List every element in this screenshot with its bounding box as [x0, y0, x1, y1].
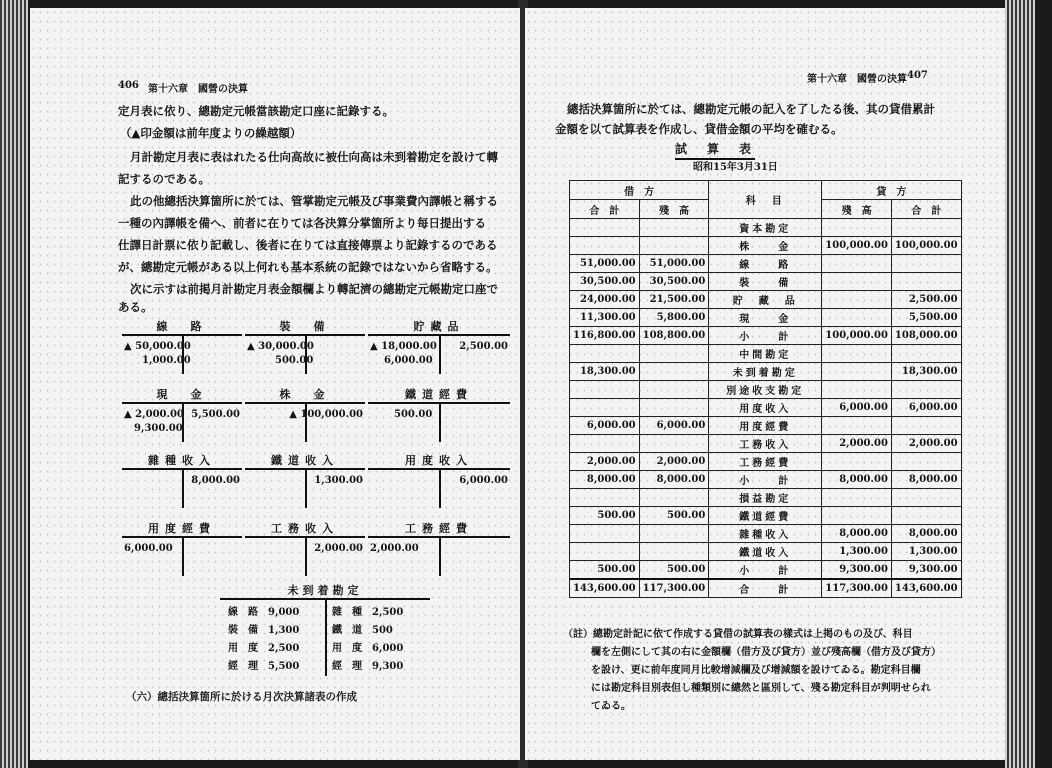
amount-cell [891, 507, 961, 525]
pending-account: 未到着勘定 [220, 598, 430, 600]
table-row [570, 309, 962, 327]
amount-cell: 8,000.00 [891, 525, 961, 543]
section-title: 損益勘定 [709, 489, 822, 507]
amount-cell [639, 237, 709, 255]
amount-cell [891, 255, 961, 273]
text-line: 仕譯日計票に依り記載し、後者に在りては直接傳票より記錄するのである [118, 238, 498, 252]
table-row [570, 435, 962, 453]
amount-cell: 100,000.00 [822, 327, 892, 345]
account-cell: 用度經費 [709, 417, 822, 435]
amount-cell: 51,000.00 [639, 255, 709, 273]
t-account: 用度經費 6,000.00 [122, 536, 242, 538]
text-line: 一種の內譯帳を備へ、前者に在りては各決算分掌箇所より每日提出する [118, 216, 486, 230]
text-line: 金額を以て試算表を作成し、貸借金額の平均を確むる。 [555, 122, 843, 136]
amount-cell [639, 363, 709, 381]
amount-cell: 21,500.00 [639, 291, 709, 309]
trial-balance-title: 試 算 表 [675, 140, 755, 160]
page-number-left: 406 [118, 80, 139, 91]
amount-cell: 108,800.00 [639, 327, 709, 345]
text-line: 此の他總括決算箇所に於ては、管掌勘定元帳及び事業費內譯帳と稱する [130, 194, 498, 208]
amount-cell: 6,000.00 [822, 399, 892, 417]
amount-cell: 9,300.00 [822, 561, 892, 580]
amount-cell: 500.00 [570, 561, 640, 580]
grand-total-amount: 143,600.00 [891, 579, 961, 598]
t-account: 貯藏品 ▲ 18,000.00 6,000.00 2,500.00 [368, 334, 510, 336]
amount-cell: 8,000.00 [891, 471, 961, 489]
header-debit: 借 方 [570, 181, 709, 200]
header-debit-balance: 殘 高 [639, 200, 709, 219]
amount-cell: 100,000.00 [822, 237, 892, 255]
header-credit: 貸 方 [822, 181, 961, 200]
section-title-row [570, 489, 962, 507]
t-account: 裝 備 ▲ 30,000.00 500.00 [245, 334, 365, 336]
section-title-row [570, 219, 962, 237]
text-line: 記するのである。 [118, 172, 210, 186]
account-cell: 小 計 [709, 471, 822, 489]
amount-cell [822, 273, 892, 291]
table-row [570, 543, 962, 561]
amount-cell: 500.00 [639, 561, 709, 580]
section-title: 資本勘定 [709, 219, 822, 237]
running-head-left: 第十六章 國營の決算 [148, 84, 248, 95]
header-credit-total: 合 計 [891, 200, 961, 219]
note-line: てゐる。 [591, 701, 631, 712]
amount-cell: 8,000.00 [639, 471, 709, 489]
section-title: 中間勘定 [709, 345, 822, 363]
table-row [570, 525, 962, 543]
text-line: ある。 [118, 300, 153, 314]
header-account: 科 目 [709, 181, 822, 219]
amount-cell: 9,300.00 [891, 561, 961, 580]
amount-cell: 1,300.00 [891, 543, 961, 561]
text-line: 定月表に依り、總勘定元帳當該勘定口座に記錄する。 [118, 104, 394, 118]
amount-cell: 5,800.00 [639, 309, 709, 327]
header-credit-balance: 殘 高 [822, 200, 892, 219]
account-cell: 雜種收入 [709, 525, 822, 543]
amount-cell: 2,500.00 [891, 291, 961, 309]
note-line: （註）總勘定計記に依て作成する貸借の試算表の樣式は上掲のもの及び、科目 [563, 629, 913, 640]
table-row [570, 273, 962, 291]
amount-cell: 2,000.00 [822, 435, 892, 453]
account-cell: 鐵道收入 [709, 543, 822, 561]
text-line: 月計勘定月表に表はれたる仕向高故に被仕向高は未到着勘定を設けて轉 [130, 150, 498, 164]
amount-cell: 51,000.00 [570, 255, 640, 273]
account-cell: 貯 藏 品 [709, 291, 822, 309]
account-cell: 小 計 [709, 327, 822, 345]
table-row [570, 327, 962, 345]
amount-cell: 8,000.00 [822, 525, 892, 543]
table-row [570, 381, 962, 399]
section-footer: （六）總括決算箇所に於ける月次決算諸表の作成 [126, 691, 357, 703]
amount-cell [822, 363, 892, 381]
section-title-row [570, 345, 962, 363]
account-cell: 線 路 [709, 255, 822, 273]
amount-cell [639, 525, 709, 543]
amount-cell [891, 417, 961, 435]
amount-cell: 24,000.00 [570, 291, 640, 309]
table-row [570, 237, 962, 255]
table-row [570, 507, 962, 525]
text-line: 次に示すは前掲月計勘定月表金額欄より轉記濟の總勘定元帳勘定口座で [130, 282, 498, 296]
t-account: 用度收入 6,000.00 [368, 468, 510, 470]
table-row [570, 399, 962, 417]
amount-cell [570, 381, 640, 399]
amount-cell [639, 399, 709, 417]
amount-cell [639, 381, 709, 399]
account-cell: 別途收支勘定 [709, 381, 822, 399]
grand-total-label: 合 計 [709, 579, 822, 598]
text-line: 總括決算箇所に於ては、總勘定元帳の記入を了したる後、其の貸借累計 [567, 102, 935, 116]
amount-cell: 6,000.00 [891, 399, 961, 417]
grand-total-amount: 143,600.00 [570, 579, 640, 598]
amount-cell: 8,000.00 [570, 471, 640, 489]
amount-cell [822, 507, 892, 525]
pending-debit: 線 路 9,000 裝 備 1,300 用 度 2,500 經 理 5,500 [228, 607, 300, 672]
grand-total-amount: 117,300.00 [822, 579, 892, 598]
amount-cell [891, 381, 961, 399]
grand-total-amount: 117,300.00 [639, 579, 709, 598]
account-cell: 鐵道經費 [709, 507, 822, 525]
table-row [570, 561, 962, 580]
amount-cell [570, 525, 640, 543]
amount-cell: 18,300.00 [570, 363, 640, 381]
page-number-right: 407 [907, 70, 928, 81]
trial-balance-table [569, 180, 962, 598]
book-edge-left [0, 0, 28, 768]
t-account: 鐵道經費 500.00 [368, 402, 510, 404]
text-line: （▲印金額は前年度よりの繰越額） [120, 126, 302, 140]
account-cell: 現 金 [709, 309, 822, 327]
amount-cell [822, 309, 892, 327]
amount-cell: 6,000.00 [570, 417, 640, 435]
account-cell: 未到着勘定 [709, 363, 822, 381]
t-account: 株 金 ▲ 100,000.00 [245, 402, 365, 404]
amount-cell: 30,500.00 [570, 273, 640, 291]
amount-cell: 8,000.00 [822, 471, 892, 489]
amount-cell: 116,800.00 [570, 327, 640, 345]
amount-cell [639, 435, 709, 453]
account-cell: 工務經費 [709, 453, 822, 471]
amount-cell [570, 399, 640, 417]
amount-cell [822, 255, 892, 273]
amount-cell: 100,000.00 [891, 237, 961, 255]
amount-cell [570, 237, 640, 255]
account-cell: 株 金 [709, 237, 822, 255]
amount-cell [891, 453, 961, 471]
t-account: 鐵道收入 1,300.00 [245, 468, 365, 470]
table-row [570, 255, 962, 273]
trial-balance-date: 昭和15年3月31日 [693, 162, 778, 173]
amount-cell [570, 543, 640, 561]
amount-cell [891, 273, 961, 291]
t-account: 工務經費 2,000.00 [368, 536, 510, 538]
amount-cell: 500.00 [639, 507, 709, 525]
t-account: 雜種收入 8,000.00 [122, 468, 242, 470]
table-row [570, 363, 962, 381]
amount-cell: 2,000.00 [570, 453, 640, 471]
table-row [570, 417, 962, 435]
table-row [570, 291, 962, 309]
t-account: 工務收入 2,000.00 [245, 536, 365, 538]
header-debit-total: 合 計 [570, 200, 640, 219]
table-row [570, 453, 962, 471]
grand-total-row [570, 579, 962, 598]
right-page [525, 8, 1005, 760]
left-page [30, 8, 520, 760]
pending-credit: 雜 種 2,500 鐵 道 500 用 度 6,000 經 理 9,300 [332, 607, 404, 672]
table-row [570, 471, 962, 489]
amount-cell: 1,300.00 [822, 543, 892, 561]
amount-cell: 2,000.00 [891, 435, 961, 453]
t-account: 線 路 ▲ 50,000.00 1,000.00 [122, 334, 242, 336]
running-head-right: 第十六章 國營の決算 [807, 74, 907, 85]
account-cell: 用度收入 [709, 399, 822, 417]
amount-cell: 11,300.00 [570, 309, 640, 327]
amount-cell: 5,500.00 [891, 309, 961, 327]
amount-cell [822, 381, 892, 399]
amount-cell: 108,000.00 [891, 327, 961, 345]
amount-cell [822, 417, 892, 435]
note-line: 欄を左側にして其の右に金額欄（借方及び貸方）並び殘高欄（借方及び貸方） [591, 647, 941, 658]
account-cell: 裝 備 [709, 273, 822, 291]
t-account: 現 金 ▲ 2,000.00 9,300.00 5,500.00 [122, 402, 242, 404]
note-line: には勘定科目別表但し種類別に總然と區別して、殘る勘定科目が判明せられ [591, 683, 931, 694]
amount-cell: 30,500.00 [639, 273, 709, 291]
amount-cell [639, 543, 709, 561]
amount-cell [570, 435, 640, 453]
account-cell: 小 計 [709, 561, 822, 580]
amount-cell: 6,000.00 [639, 417, 709, 435]
note-line: を設け、更に前年度同月比較增減欄及び增減額を設けてゐる。勘定科目欄 [591, 665, 921, 676]
text-line: が、總勘定元帳がある以上何れも基本系統の記錄ではないから省略する。 [118, 260, 498, 274]
amount-cell: 500.00 [570, 507, 640, 525]
amount-cell [822, 453, 892, 471]
amount-cell [822, 291, 892, 309]
account-cell: 工務收入 [709, 435, 822, 453]
amount-cell: 2,000.00 [639, 453, 709, 471]
book-edge-right [1005, 0, 1035, 768]
amount-cell: 18,300.00 [891, 363, 961, 381]
